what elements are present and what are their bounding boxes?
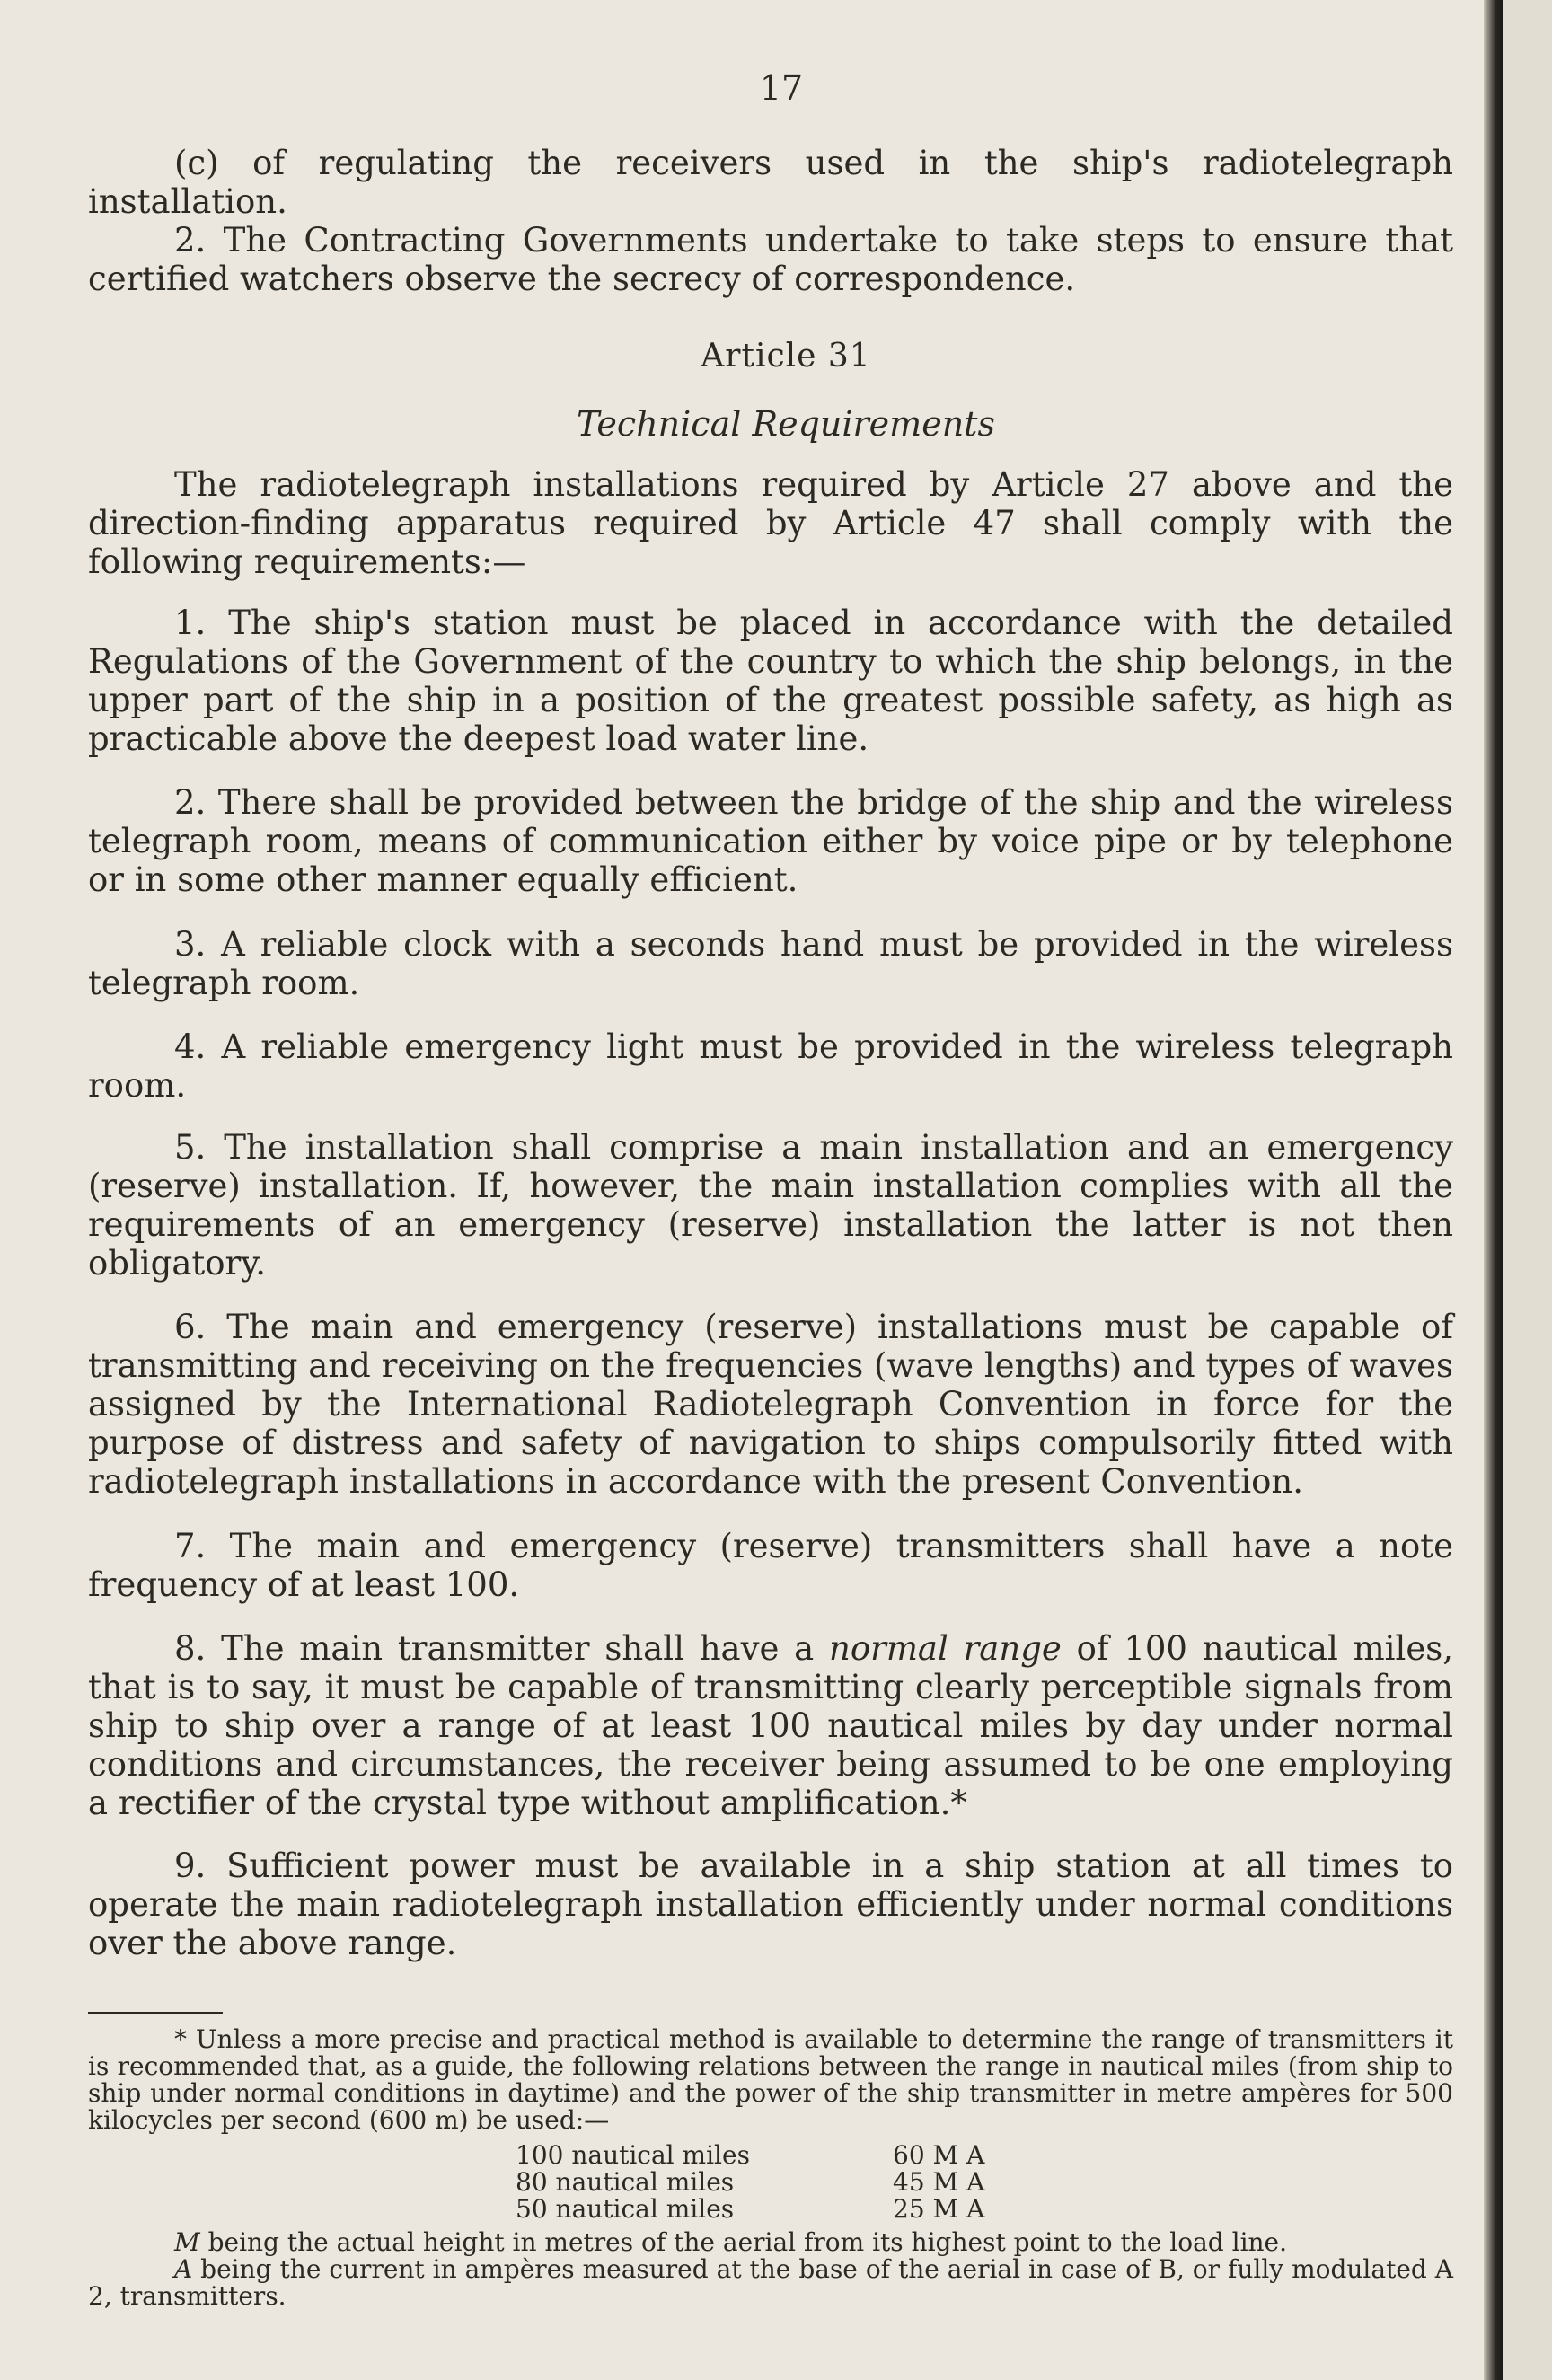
footnote-a-text: being the current in ampères measured at the base of the aerial in case of B, or fully modulated A 2, transmitters. (88, 2254, 1453, 2311)
adjacent-page-edge (1504, 0, 1552, 2380)
table-range: 50 nautical miles (516, 2194, 735, 2224)
footnote-a-symbol: A (174, 2254, 193, 2284)
page-number: 17 (759, 68, 804, 108)
item-6-text: 6. The main and emergency (reserve) installations must be capable of transmitting and receiving on the frequencies (wave lengths) and types of waves assigned by the International Radiotelegraph Convention in force for the purpose of distress and safety of navigation to ships compulsorily fitted with radiotelegraph installations in accordance with the present Convention. (88, 1308, 1453, 1501)
item-4-text: 4. A reliable emergency light must be provided in the wireless telegraph room. (88, 1027, 1453, 1105)
article-intro-text: The radiotelegraph installations required by Article 27 above and the direction-finding apparatus required by Article 47 shall comply with the following requirements:— (88, 465, 1453, 581)
footnote-m-text: being the actual height in metres of the aerial from its highest point to the load line. (199, 2227, 1288, 2257)
book-binding (1484, 0, 1504, 2380)
item-2-text: 2. There shall be provided between the bridge of the ship and the wireless telegraph room, means of communication either by voice pipe or by telephone or in some other manner equally efficient. (88, 783, 1453, 899)
item-3 (88, 925, 1453, 1002)
article-intro (88, 465, 1453, 581)
item-9-text: 9. Sufficient power must be available in a ship station at all times to operate the main radiotelegraph installation efficiently under normal conditions over the above range. (88, 1847, 1453, 1962)
item-2 (88, 783, 1453, 899)
item-5-text: 5. The installation shall comprise a main installation and an emergency (reserve) installation. If, however, the main installation complies with all the requirements of an emergency (reserve) installation the latter is not then obligatory. (88, 1128, 1453, 1283)
item-7 (88, 1527, 1453, 1604)
footnote-table (516, 2142, 984, 2223)
item-8-before: 8. The main transmitter shall have a (174, 1629, 830, 1668)
item-4 (88, 1027, 1453, 1105)
paragraph-2: 2. The Contracting Governments undertake to take steps to ensure that certified watchers observe the secrecy of correspondence. (88, 221, 1453, 298)
item-9 (88, 1847, 1453, 1962)
item-8-after: of 100 nautical miles, that is to say, it must be capable of transmitting clearly perceptible signals from ship to ship over a range of at least 100 nautical miles by day under normal conditions and circumstances, the receiver being assumed to be one employing a rectifier of the crystal type without amplification.* (88, 1629, 1453, 1822)
footnote-table-row (516, 2169, 984, 2196)
article-subheading: Technical Requirements (577, 404, 995, 444)
footnote-table-row (516, 2142, 984, 2169)
item-8-italic: normal range (829, 1629, 1062, 1668)
item-7-text: 7. The main and emergency (reserve) transmitters shall have a note frequency of at least 100. (88, 1527, 1453, 1604)
footnote-table-row (516, 2196, 984, 2223)
footnote-a (88, 2256, 1453, 2310)
intro-block (88, 144, 1453, 298)
article-heading: Article 31 (701, 338, 871, 375)
item-3-text: 3. A reliable clock with a seconds hand must be provided in the wireless telegraph room. (88, 925, 1453, 1002)
table-range: 100 nautical miles (516, 2140, 750, 2170)
footnote-m (88, 2229, 1453, 2256)
table-value: 45 M A (893, 2167, 985, 2197)
footnote (88, 2026, 1453, 2134)
footnote-definitions (88, 2229, 1453, 2310)
item-8-text (88, 1629, 1453, 1822)
footnote-m-symbol: M (174, 2227, 200, 2257)
item-1 (88, 604, 1453, 758)
item-6 (88, 1308, 1453, 1501)
item-5 (88, 1128, 1453, 1283)
footnote-rule (88, 2012, 223, 2014)
table-value: 25 M A (893, 2194, 985, 2224)
table-range: 80 nautical miles (516, 2167, 735, 2197)
item-1-text: 1. The ship's station must be placed in accordance with the detailed Regulations of the Government of the country to which the ship belongs, in the upper part of the ship in a position of the greatest possible safety, as high as practicable above the deepest load water line. (88, 604, 1453, 758)
item-8 (88, 1629, 1453, 1822)
footnote-text: * Unless a more precise and practical method is available to determine the range of transmitters it is recommended that, as a guide, the following relations between the range in nautical miles (from ship to ship under normal conditions in daytime) and the power of the ship transmitter in metre ampères for 500 kilocycles per second (600 m) be used:— (88, 2024, 1453, 2135)
paragraph-c: (c) of regulating the receivers used in the ship's radiotelegraph installation. (88, 144, 1453, 221)
table-value: 60 M A (893, 2140, 985, 2170)
